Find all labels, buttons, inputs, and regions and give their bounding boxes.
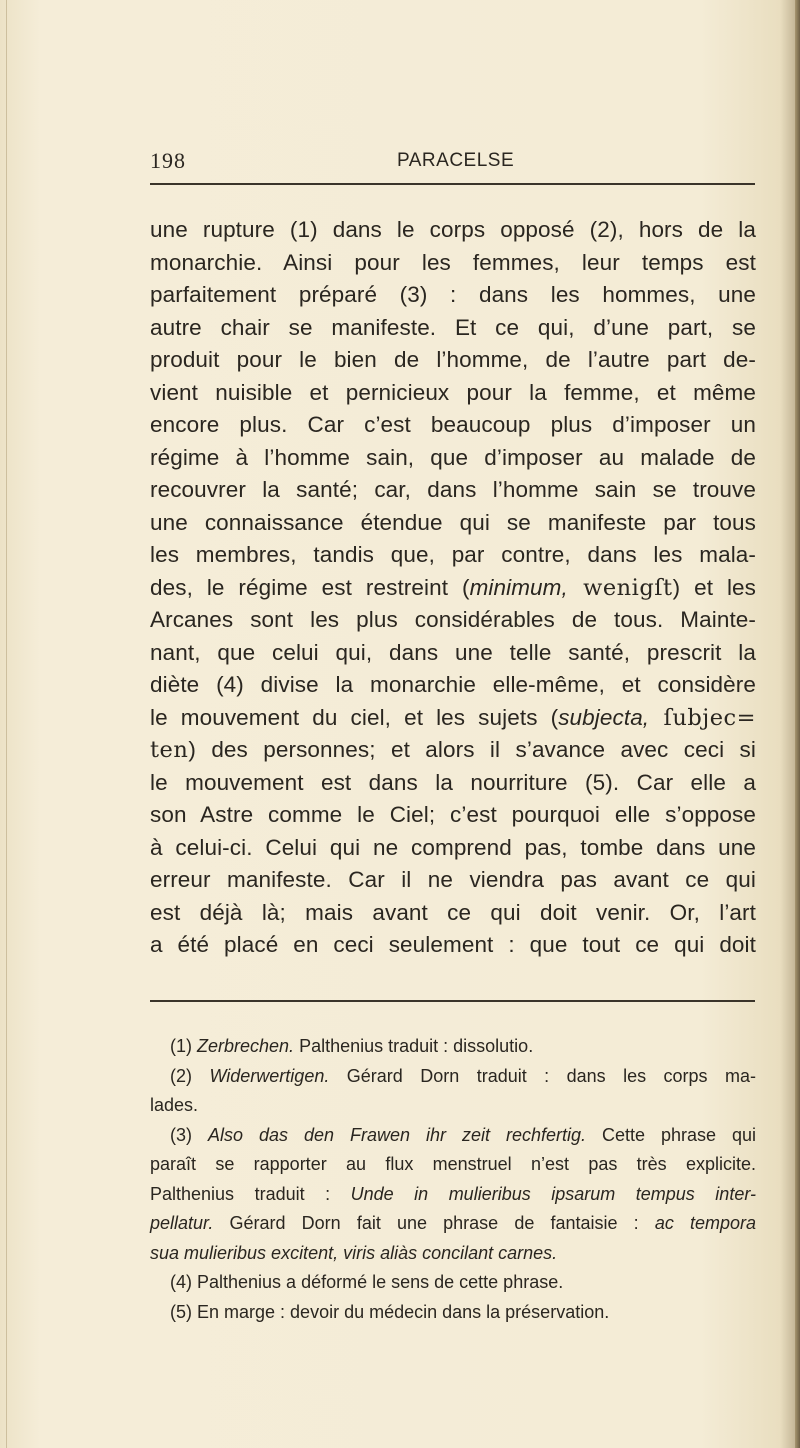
footnote-text: Palthenius traduit : dissolutio.	[294, 1036, 534, 1056]
text-line: a été placé en ceci seulement : que tout ce qui doit	[150, 932, 756, 957]
text-run: ) et les	[672, 574, 757, 600]
footnote-1	[150, 1032, 756, 1062]
running-title: PARACELSE	[397, 150, 515, 171]
text-line: diète (4) divise la monarchie elle-même, et considère	[150, 672, 756, 697]
footnote-2-cont: lades.	[150, 1095, 199, 1115]
italic-term: minimum,	[469, 574, 568, 600]
italic-term: subjecta,	[558, 704, 650, 730]
footnote-text: Palthenius traduit :	[150, 1183, 351, 1204]
footnote-3-line5: sua mulieribus excitent, viris aliàs concilant carnes.	[150, 1242, 558, 1263]
text-line: est déjà là; mais avant ce qui doit venir. Or, l’art	[150, 899, 756, 925]
footnote-latin: ac tempora	[654, 1213, 756, 1233]
text-line-16	[150, 702, 756, 735]
text-line: recouvrer la santé; car, dans l’homme sain se trouve	[150, 477, 756, 502]
text-line: à celui-ci. Celui qui ne comprend pas, tombe dans une	[150, 834, 756, 860]
footnote-term: Also das den Frawen ihr zeit rechfertig.	[207, 1124, 586, 1145]
text-line: vient nuisible et pernicieux pour la femme, et même	[150, 379, 756, 405]
text-line: nant, que celui qui, dans une telle santé, prescrit la	[150, 639, 756, 665]
gothic-term: ten	[150, 737, 189, 763]
footnote-3-line2: paraît se rapporter au flux menstruel n’est pas très explicite.	[150, 1154, 756, 1174]
text-line: monarchie. Ainsi pour les femmes, leur temps est	[150, 249, 756, 275]
footnote-marker: (2)	[170, 1065, 210, 1086]
footnote-marker: (4)	[170, 1272, 197, 1292]
footnote-term: Zerbrechen.	[197, 1036, 295, 1056]
text-line: les membres, tandis que, par contre, dans les mala-	[150, 542, 756, 567]
footnote-latin: Unde in mulieribus ipsarum tempus inter-	[350, 1183, 756, 1204]
text-line: encore plus. Car c’est beaucoup plus d’imposer un	[150, 412, 756, 437]
text-run: le mouvement du ciel, et les sujets (	[150, 704, 559, 730]
text-line: autre chair se manifeste. Et ce qui, d’une part, se	[150, 314, 756, 340]
text-line: régime à l’homme sain, que d’imposer au malade de	[150, 444, 756, 470]
text-line-12	[150, 572, 756, 605]
footnote-text: Gérard Dorn fait une phrase de fantaisie :	[213, 1213, 655, 1233]
footnote-3-line4	[150, 1209, 756, 1239]
footnote-rule	[150, 1000, 755, 1002]
footnote-2	[150, 1062, 756, 1092]
text-run: des, le régime est restreint (	[150, 574, 470, 600]
footnote-marker: (5)	[170, 1301, 197, 1322]
text-line: parfaitement préparé (3) : dans les hommes, une	[150, 282, 756, 307]
footnotes	[150, 1032, 756, 1327]
main-text	[150, 214, 756, 962]
text-line: Arcanes sont les plus considérables de tous. Mainte-	[150, 607, 756, 632]
footnote-3	[150, 1121, 756, 1151]
footnote-4	[150, 1268, 756, 1298]
footnote-marker: (3)	[170, 1124, 208, 1145]
footnote-latin: pellatur.	[150, 1213, 214, 1233]
gothic-term: wenigſt	[567, 574, 673, 601]
footnote-term: Widerwertigen.	[209, 1065, 330, 1086]
text-line: produit pour le bien de l’homme, de l’autre part de-	[150, 347, 756, 372]
page-number: 198	[150, 148, 186, 173]
gothic-term: ſubjec=	[649, 704, 756, 731]
text-line: erreur manifeste. Car il ne viendra pas avant ce qui	[150, 867, 756, 892]
page-edge	[795, 0, 800, 1448]
page-header	[150, 148, 750, 178]
text-line: le mouvement est dans la nourriture (5). Car elle a	[150, 769, 756, 795]
text-line: son Astre comme le Ciel; c’est pourquoi elle s’oppose	[150, 802, 756, 827]
header-rule	[150, 183, 755, 185]
text-line-17	[150, 734, 756, 767]
footnote-5	[150, 1298, 756, 1328]
footnote-text: Palthenius a déformé le sens de cette phrase.	[197, 1272, 564, 1292]
text-line: une connaissance étendue qui se manifeste par tous	[150, 509, 756, 535]
footnote-marker: (1)	[170, 1036, 197, 1056]
text-line: une rupture (1) dans le corps opposé (2), hors de la	[150, 217, 756, 242]
footnote-text: Gérard Dorn traduit : dans les corps ma-	[329, 1065, 757, 1086]
gutter-shadow	[6, 0, 7, 1448]
footnote-3-line3	[150, 1180, 756, 1210]
footnote-text: En marge : devoir du médecin dans la préservation.	[197, 1301, 610, 1322]
footnote-text: Cette phrase qui	[585, 1124, 756, 1145]
text-run: ) des personnes; et alors il s’avance avec ceci si	[188, 737, 756, 762]
